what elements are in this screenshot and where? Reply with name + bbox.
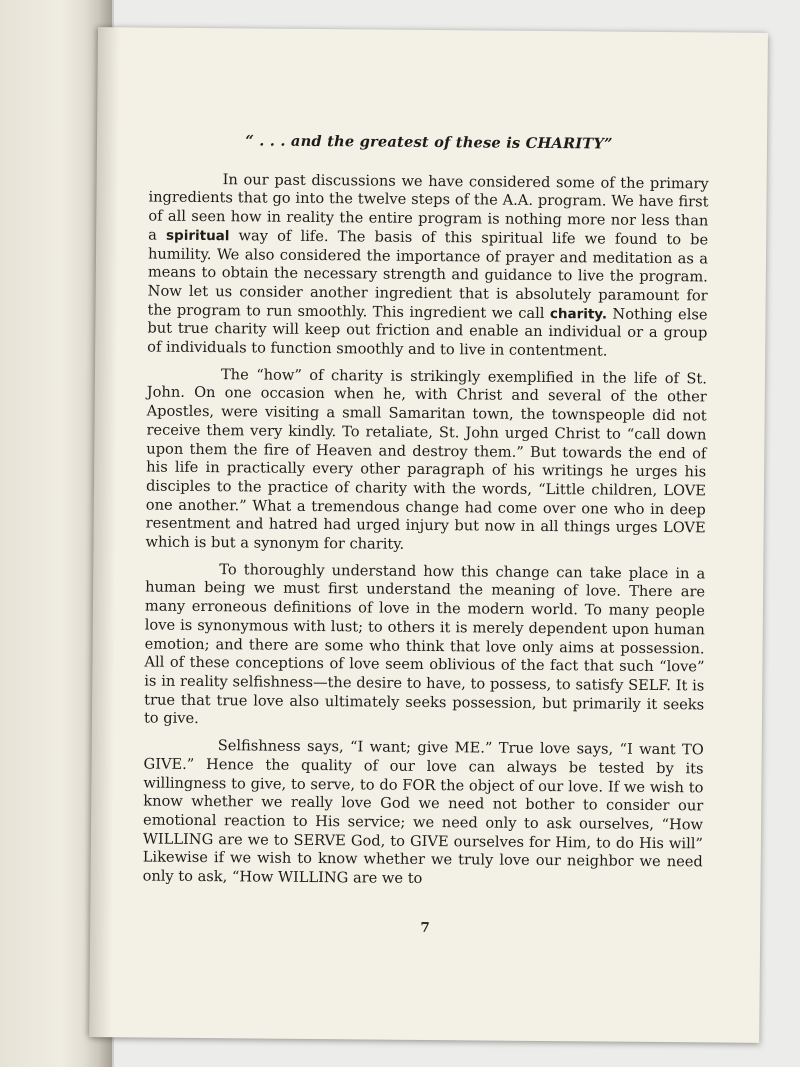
paragraph-1-text-b: way of life. The basis of this spiritual life we found to be humility. We also considered the importance of prayer and meditation as a means to obtain the necessary strength and guidance to live the program. Now let us consider another ingredient that is absolutely paramount for the program to run smoothly. This ingredient we call <box>147 227 709 322</box>
book-page <box>89 27 768 1043</box>
term-spiritual: spiritual <box>165 227 230 245</box>
paragraph-1-text-a: In our past discussions we have considered some of the primary ingredients that go into the twelve steps of the A.A. program. We have first of all seen how in reality the entire program is nothing more nor less than a <box>148 170 709 244</box>
chapter-heading: “ . . . and the greatest of these is CHARITY” <box>245 132 613 153</box>
paragraph-1 <box>147 170 709 362</box>
paragraph-2: The “how” of charity is strikingly exemplified in the life of St. John. On one occasion when he, with Christ and several of the other Apostles, were visiting a small Samaritan town, the townspeople did not receive them very kindly. To retaliate, St. John urged Christ to “call down upon them the fire of Heaven and destroy them.” But towards the end of his life in practically every other paragraph of his writings he urges his disciples to the practice of charity with the words, “Little children, LOVE one another.” What a tremendous change had come over one who in deep resentment and hatred had urged injury but now in all things urges LOVE which is but a synonym for charity. <box>145 365 708 553</box>
paragraph-4: Selfishness says, “I want; give ME.” True love says, “I want TO GIVE.” Hence the quality of our love can always be tested by its willingness to give, to serve, to do FOR the object of our love. If we wish to know whether we really love God we need not bother to consider our emotional reaction to His service; we need only to ask ourselves, “How WILLING are we to SERVE God, to GIVE ourselves for Him, to do His will” Likewise if we wish to know whether we truly love our neighbor we need only to ask, “How WILLING are we to <box>142 737 704 887</box>
paragraph-1-text-c: Nothing else but true charity will keep out friction and enable an individual or a group of individuals to function smoothly and to live in contentment. <box>147 305 708 360</box>
paragraph-3: To thoroughly understand how this change can take place in a human being we must first understand the meaning of love. There are many erroneous definitions of love in the modern world. To many people love is synonymous with lust; to others it is merely dependent upon human emotion; and there are some who think that love only aims at possession. All of these conceptions of love seem oblivious of the fact that such “love” is in reality selfishness—the desire to have, to possess, to satisfy SELF. It is true that true love also ultimately seeks possession, but primarily it seeks to give. <box>143 560 706 728</box>
term-charity: charity. <box>549 305 608 323</box>
page-number: 7 <box>420 919 430 937</box>
page-content <box>142 132 709 900</box>
